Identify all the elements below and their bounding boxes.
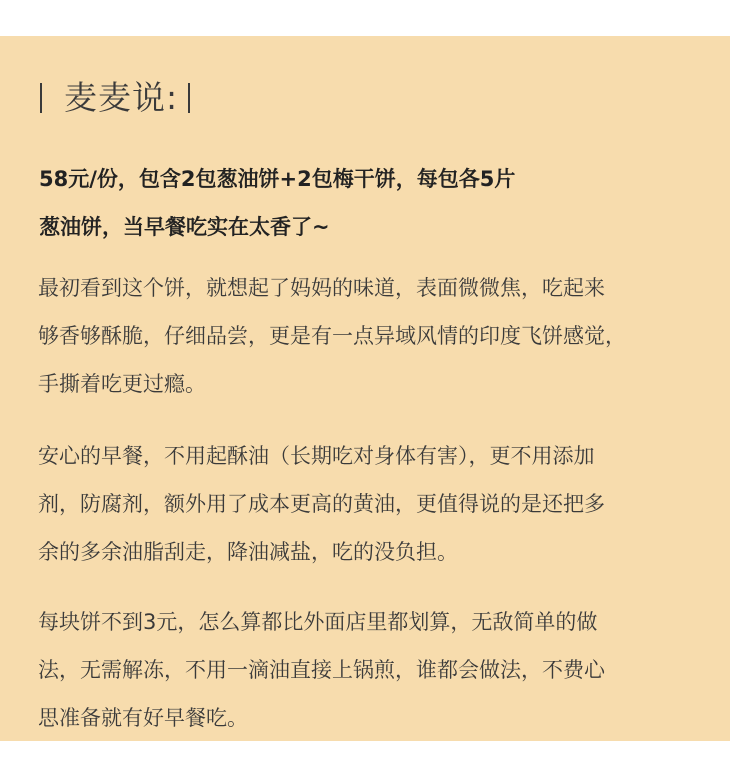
paragraph-line: 够香够酥脆，仔细品尝，更是有一点异域风情的印度飞饼感觉， (38, 324, 626, 348)
heading-title: 麦麦说: (64, 78, 179, 117)
paragraph-ingredients (38, 432, 722, 576)
paragraph-value (38, 598, 722, 742)
paragraph-line: 安心的早餐，不用起酥油（长期吃对身体有害），更不用添加 (38, 444, 595, 468)
section-heading (40, 80, 190, 116)
tagline: 葱油饼，当早餐吃实在太香了~ (39, 215, 330, 239)
heading-left-bar (40, 83, 42, 113)
paragraph-line: 余的多余油脂刮走，降油减盐，吃的没负担。 (38, 540, 458, 564)
paragraph-line: 法，无需解冻，不用一滴油直接上锅煎，谁都会做法，不费心 (38, 658, 605, 682)
lead-block (39, 155, 699, 251)
price-line: 58元/份，包含2包葱油饼+2包梅干饼，每包各5片 (39, 167, 516, 191)
paragraph-line: 最初看到这个饼，就想起了妈妈的味道，表面微微焦，吃起来 (38, 276, 605, 300)
heading-right-bar (188, 83, 190, 113)
paragraph-line: 手撕着吃更过瘾。 (38, 372, 206, 396)
content-card (0, 36, 730, 741)
paragraph-line: 剂，防腐剂，额外用了成本更高的黄油，更值得说的是还把多 (38, 492, 605, 516)
paragraph-line: 思准备就有好早餐吃。 (38, 706, 248, 730)
paragraph-taste (38, 264, 722, 408)
paragraph-line: 每块饼不到3元，怎么算都比外面店里都划算，无敌简单的做 (38, 610, 598, 634)
